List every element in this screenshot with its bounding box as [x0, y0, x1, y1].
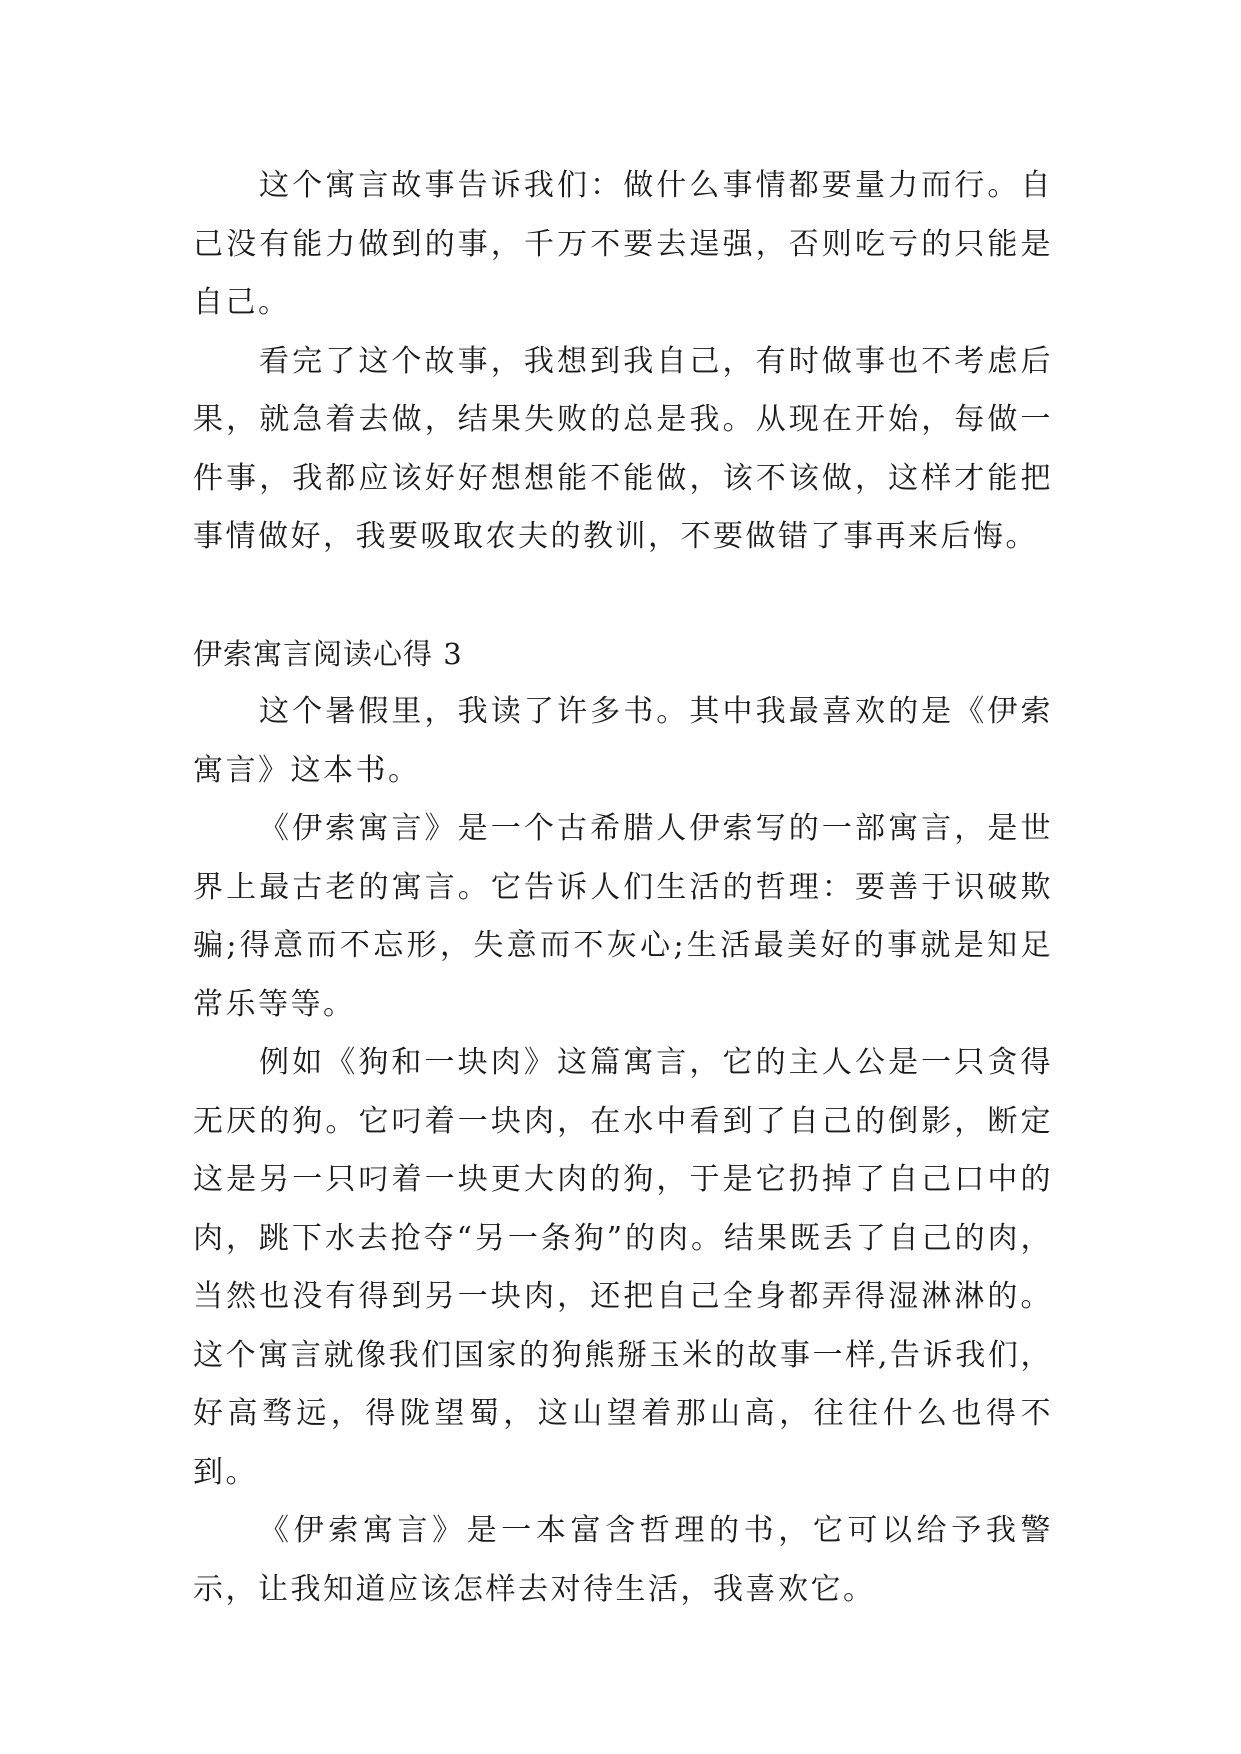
document-body — [193, 157, 1053, 1619]
paragraph: 看完了这个故事，我想到我自己，有时做事也不考虑后果，就急着去做，结果失败的总是我。从现在开始，每做一件事，我都应该好好想想能不能做，该不该做，这样才能把事情做好，我要吸取农夫的教训，不要做错了事再来后悔。 — [193, 343, 1053, 554]
paragraph: 《伊索寓言》是一个古希腊人伊索写的一部寓言，是世界上最古老的寓言。它告诉人们生活的哲理：要善于识破欺骗;得意而不忘形，失意而不灰心;生活最美好的事就是知足常乐等等。 — [193, 811, 1053, 1022]
paragraph: 这个寓言故事告诉我们：做什么事情都要量力而行。自己没有能力做到的事，千万不要去逞强，否则吃亏的只能是自己。 — [193, 168, 1053, 320]
section-heading: 伊索寓言阅读心得 3 — [193, 636, 463, 671]
paragraph: 《伊索寓言》是一本富含哲理的书，它可以给予我警示，让我知道应该怎样去对待生活，我喜欢它。 — [193, 1513, 1053, 1607]
paragraph: 这个暑假里，我读了许多书。其中我最喜欢的是《伊索寓言》这本书。 — [193, 694, 1053, 788]
paragraph: 例如《狗和一块肉》这篇寓言，它的主人公是一只贪得无厌的狗。它叼着一块肉，在水中看到了自己的倒影，断定这是另一只叼着一块更大肉的狗，于是它扔掉了自己口中的肉，跳下水去抢夺“另一条狗”的肉。结果既丢了自己的肉，当然也没有得到另一块肉，还把自己全身都弄得湿淋淋的。这个寓言就像我们国家的狗熊掰玉米的故事一样,告诉我们，好高骛远，得陇望蜀，这山望着那山高，往往什么也得不到。 — [193, 1045, 1053, 1490]
